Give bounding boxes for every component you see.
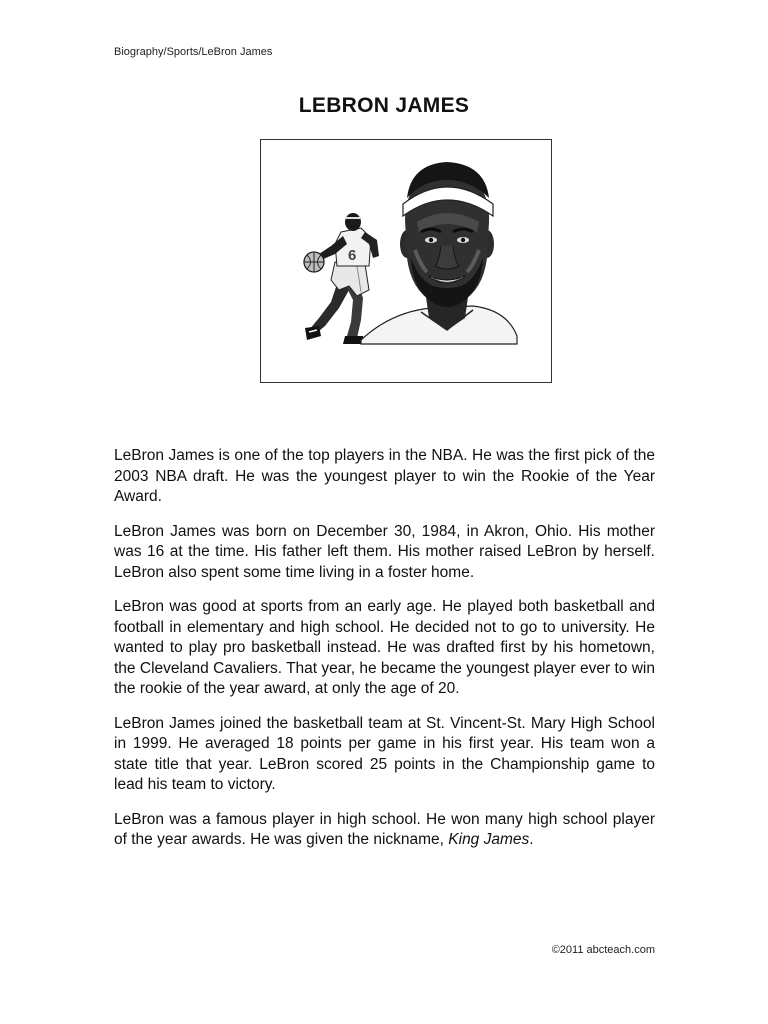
paragraph-5-text: LeBron was a famous player in high school. He won many high school player of the year awards. He was given the nickname, [114, 810, 655, 848]
copyright-footer: ©2011 abcteach.com [551, 944, 655, 956]
jersey-number: 6 [348, 247, 357, 264]
breadcrumb: Biography/Sports/LeBron James [114, 46, 273, 58]
paragraph-4: LeBron James joined the basketball team at St. Vincent-St. Mary High School in 1999. He averaged 18 points per game in his first year. His team won a state title that year. LeBron scored 25 points in the Championship game to lead his team to victory. [114, 714, 655, 793]
face-portrait [361, 162, 517, 344]
basketball-icon [304, 252, 324, 272]
lebron-illustration-graphic [261, 140, 551, 382]
portrait-illustration [260, 139, 552, 383]
paragraph-5 [114, 810, 655, 851]
paragraph-2: LeBron James was born on December 30, 1984, in Akron, Ohio. His mother was 16 at the time. His father left them. His mother raised LeBron by herself. LeBron also spent some time living in a foster home. [114, 522, 655, 581]
paragraph-5-end: . [529, 831, 534, 848]
paragraph-1: LeBron James is one of the top players in the NBA. He was the first pick of the 2003 NBA draft. He was the youngest player to win the Rookie of the Year Award. [114, 447, 655, 505]
page-title: LEBRON JAMES [298, 94, 470, 117]
article-body [114, 446, 655, 865]
paragraph-3: LeBron was good at sports from an early age. He played both basketball and football in elementary and high school. He decided not to go to university. He wanted to play pro basketball instead. He was drafted first by his hometown, the Cleveland Cavaliers. That year, he became the youngest player ever to win the rookie of the year award, at only the age of 20. [114, 598, 655, 697]
dribbling-player-figure [304, 213, 379, 344]
nickname: King James [448, 831, 530, 848]
